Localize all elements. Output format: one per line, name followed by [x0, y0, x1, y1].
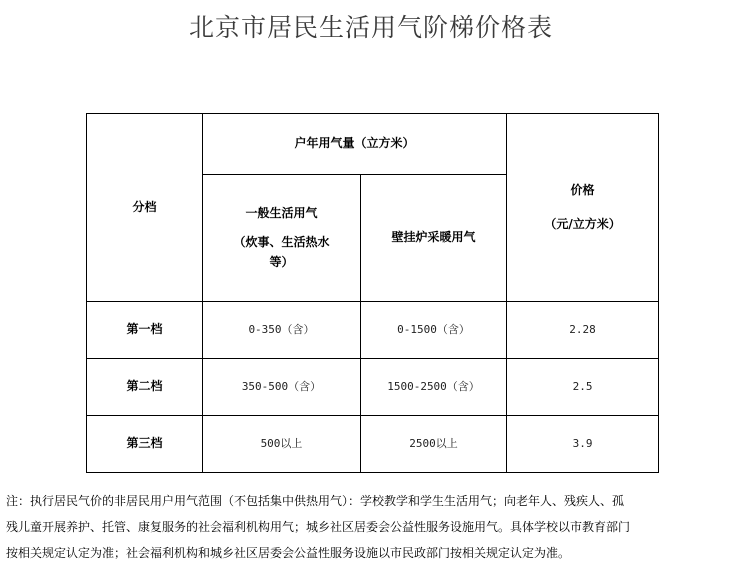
header-general-use-detail: （炊事、生活热水等）	[233, 235, 330, 269]
footnote	[6, 488, 738, 566]
tier-cell: 第一档	[87, 302, 203, 359]
table-row	[87, 416, 659, 473]
header-price	[507, 114, 659, 302]
header-annual-usage: 户年用气量（立方米）	[203, 114, 507, 175]
header-price-label: 价格	[570, 183, 595, 198]
general-usage-cell: 350-500（含）	[203, 359, 361, 416]
footnote-line: 注：执行居民气价的非居民用户用气范围（不包括集中供热用气）：学校教学和学生生活用气；向老年人、残疾人、孤	[6, 494, 625, 508]
price-cell: 3.9	[507, 416, 659, 473]
header-general-use-label: 一般生活用气	[245, 206, 318, 221]
wall-boiler-cell: 2500以上	[361, 416, 507, 473]
wall-boiler-cell: 0-1500（含）	[361, 302, 507, 359]
header-price-unit: （元/立方米）	[544, 216, 621, 231]
page-title: 北京市居民生活用气阶梯价格表	[188, 13, 553, 42]
footnote-line: 按相关规定认定为准；社会福利机构和城乡社区居委会公益性服务设施以市民政部门按相关规定认定为准。	[6, 546, 571, 560]
general-usage-cell: 500以上	[203, 416, 361, 473]
gas-price-table	[86, 113, 659, 473]
header-wall-boiler: 壁挂炉采暖用气	[361, 175, 507, 302]
header-tier: 分档	[87, 114, 203, 302]
footnote-line: 残儿童开展养护、托管、康复服务的社会福利机构用气；城乡社区居委会公益性服务设施用气。具体学校以市教育部门	[6, 520, 631, 534]
price-cell: 2.5	[507, 359, 659, 416]
table-row	[87, 359, 659, 416]
table-row	[87, 302, 659, 359]
tier-cell: 第二档	[87, 359, 203, 416]
tier-cell: 第三档	[87, 416, 203, 473]
general-usage-cell: 0-350（含）	[203, 302, 361, 359]
price-cell: 2.28	[507, 302, 659, 359]
wall-boiler-cell: 1500-2500（含）	[361, 359, 507, 416]
header-general-use	[203, 175, 361, 302]
